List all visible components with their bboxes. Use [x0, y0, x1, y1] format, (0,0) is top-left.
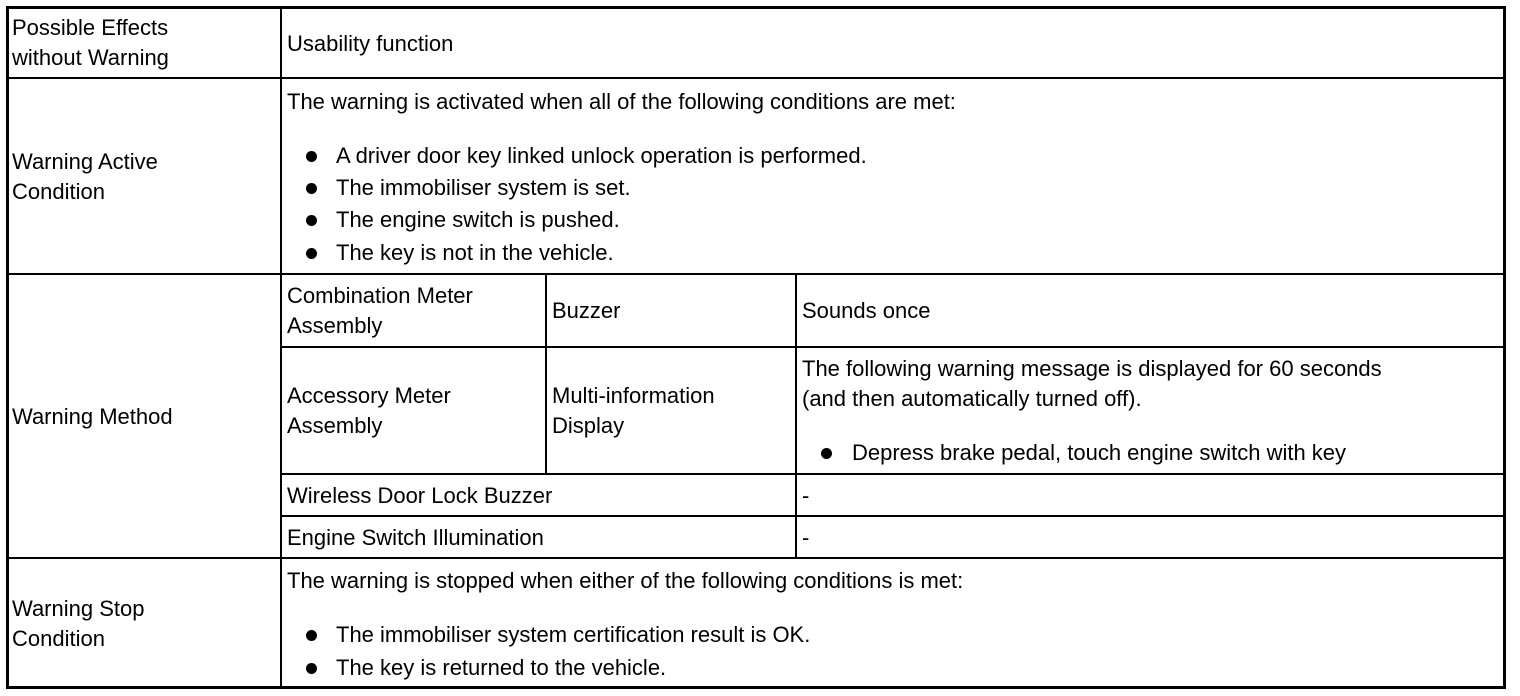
accessory-meter-behavior-line1: The following warning message is displayed for 60 seconds [802, 356, 1382, 381]
row-divider [8, 557, 1505, 559]
active-condition-item: The immobiliser system is set. [336, 175, 631, 200]
active-condition-intro: The warning is activated when all of the following conditions are met: [287, 89, 956, 114]
column-divider [280, 8, 282, 688]
active-condition-item: The key is not in the vehicle. [336, 240, 614, 265]
accessory-meter-device-line2: Display [552, 413, 625, 438]
row-label-stop-condition-line2: Condition [12, 626, 105, 651]
accessory-meter-behavior-line2: (and then automatically turned off). [802, 386, 1142, 411]
accessory-meter-label-line1: Accessory Meter [287, 383, 451, 408]
engine-switch-label: Engine Switch Illumination [287, 525, 544, 550]
bullet-icon [306, 248, 317, 259]
row-divider [281, 346, 1505, 348]
combination-meter-label-line2: Assembly [287, 313, 383, 338]
row-label-stop-condition-line1: Warning Stop [12, 596, 145, 621]
stop-condition-item: The key is returned to the vehicle. [336, 655, 667, 680]
stop-condition-item: The immobiliser system certification result is OK. [336, 622, 811, 647]
active-condition-item: A driver door key linked unlock operation is performed. [336, 143, 867, 168]
row-label-warning-method: Warning Method [12, 404, 173, 429]
row-divider [8, 77, 1505, 79]
row-label-possible-effects-line2: without Warning [12, 45, 169, 70]
bullet-icon [306, 663, 317, 674]
column-divider [795, 273, 797, 558]
accessory-meter-label-line2: Assembly [287, 413, 383, 438]
combination-meter-label-line1: Combination Meter [287, 283, 473, 308]
wireless-buzzer-label: Wireless Door Lock Buzzer [287, 483, 553, 508]
column-divider [545, 273, 547, 474]
row-label-possible-effects-line1: Possible Effects [12, 15, 169, 40]
accessory-meter-device-line1: Multi-information [552, 383, 715, 408]
combination-meter-behavior: Sounds once [802, 298, 931, 323]
possible-effects-value: Usability function [287, 31, 454, 56]
active-condition-item: The engine switch is pushed. [336, 207, 620, 232]
bullet-icon [306, 183, 317, 194]
combination-meter-device: Buzzer [552, 298, 621, 323]
row-label-active-condition-line2: Condition [12, 179, 105, 204]
row-label-active-condition-line1: Warning Active [12, 149, 158, 174]
stop-condition-intro: The warning is stopped when either of the following conditions is met: [287, 568, 964, 593]
bullet-icon [306, 151, 317, 162]
row-divider [281, 473, 1505, 475]
engine-switch-value: - [802, 525, 810, 550]
row-divider [8, 273, 1505, 275]
bullet-icon [821, 448, 832, 459]
row-divider [281, 515, 1505, 517]
bullet-icon [306, 630, 317, 641]
wireless-buzzer-value: - [802, 483, 810, 508]
bullet-icon [306, 215, 317, 226]
accessory-meter-message: Depress brake pedal, touch engine switch with key [852, 440, 1347, 465]
